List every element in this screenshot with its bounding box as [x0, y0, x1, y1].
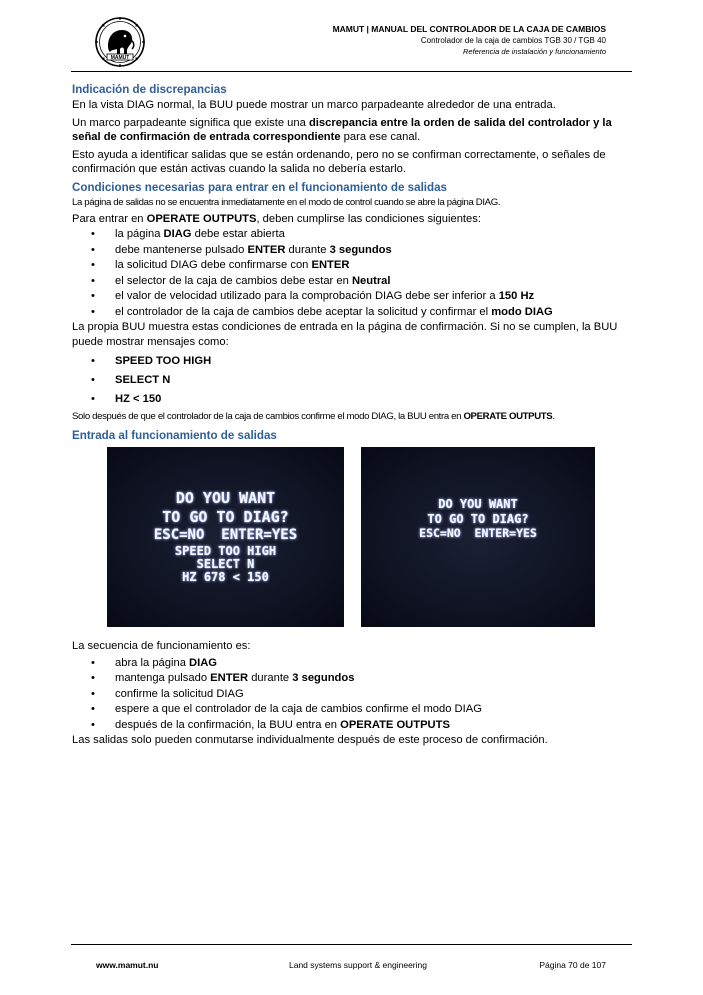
screen-line: TO GO TO DIAG? — [427, 512, 529, 526]
bold-text: OPERATE OUTPUTS — [146, 212, 257, 225]
list-item: • la solicitud DIAG debe confirmarse con ENTER — [115, 258, 632, 274]
paragraph: En la vista DIAG normal, la BUU puede mostrar un marco parpadeante alrededor de una entrada. — [72, 99, 556, 111]
list-item: • mantenga pulsado ENTER durante 3 segundos — [115, 671, 632, 687]
mamut-logo-icon — [94, 16, 146, 68]
text-span: Para entrar en — [72, 212, 147, 225]
header-subtitle: Controlador de la caja de cambios TGB 30 / TGB 40 — [420, 36, 606, 45]
list-item: • el selector de la caja de cambios debe estar en Neutral — [115, 274, 632, 290]
screen-line: ESC=NO ENTER=YES — [153, 527, 298, 543]
list-item: • el controlador de la caja de cambios debe aceptar la solicitud y confirmar el modo DIAG — [115, 305, 632, 321]
header-subtitle-2: Referencia de instalación y funcionamiento — [462, 47, 606, 56]
section-heading-conditions: Condiciones necesarias para entrar en el funcionamiento de salidas — [72, 180, 447, 194]
screenshots — [72, 447, 632, 635]
header-divider — [71, 71, 632, 72]
screen-line: SPEED TOO HIGH — [174, 544, 277, 558]
paragraph: Las salidas solo pueden conmutarse individualmente después de este proceso de confirmación. — [72, 734, 548, 746]
conditions-list — [72, 227, 632, 320]
section-heading-entry: Entrada al funcionamiento de salidas — [72, 429, 277, 442]
footer-divider — [71, 944, 632, 945]
list-item: • debe mantenerse pulsado ENTER durante 3 segundos — [115, 243, 632, 259]
paragraph: Esto ayuda a identificar salidas que se están ordenando, pero no se confirman correctamente, o señales de confirmación que están activas cuando la salida no debería estarlo. — [72, 148, 606, 175]
list-item: • abra la página DIAG — [115, 656, 632, 672]
paragraph: La propia BUU muestra estas condiciones de entrada en la página de confirmación. Si no se cumplen, la BUU puede mostrar mensajes como: — [72, 321, 618, 348]
buu-screen-photo-1 — [107, 447, 344, 627]
screen-line: HZ 678 < 150 — [182, 570, 269, 584]
screen-line: ESC=NO ENTER=YES — [419, 526, 537, 540]
list-item: • SELECT N — [115, 371, 632, 390]
screen-line: TO GO TO DIAG? — [162, 508, 289, 526]
paragraph — [72, 116, 632, 145]
list-item: • confirme la solicitud DIAG — [115, 687, 632, 703]
screen-line: DO YOU WANT — [438, 497, 518, 511]
buu-screen-photo-2 — [361, 447, 595, 627]
section-heading-discrepancies: Indicación de discrepancias — [72, 83, 227, 96]
footer-tagline: Land systems support & engineering — [289, 960, 427, 970]
screen-line: SELECT N — [196, 557, 255, 571]
list-item: • la página DIAG debe estar abierta — [115, 227, 632, 243]
text-span: , deben cumplirse las condiciones siguientes: — [256, 212, 481, 225]
list-item: • espere a que el controlador de la caja de cambios confirme el modo DIAG — [115, 702, 632, 718]
small-note: La página de salidas no se encuentra inmediatamente en el modo de control cuando se abre la página DIAG. — [72, 196, 501, 208]
list-item: • el valor de velocidad utilizado para la comprobación DIAG debe ser inferior a 150 Hz — [115, 289, 632, 305]
paragraph: La secuencia de funcionamiento es: — [72, 640, 251, 652]
bold-text: discrepancia entre la orden de salida del controlador y la señal de confirmación de entrada correspondiente — [72, 116, 612, 143]
messages-list — [72, 352, 632, 409]
logo-text: MAMUT — [110, 55, 130, 61]
footer-page-number: Página 70 de 107 — [539, 960, 606, 970]
list-item: • HZ < 150 — [115, 390, 632, 409]
footer-website-link[interactable]: www.mamut.nu — [96, 960, 159, 970]
sequence-list — [72, 656, 632, 734]
header-title: MAMUT | MANUAL DEL CONTROLADOR DE LA CAJA DE CAMBIOS — [332, 24, 606, 34]
small-note: Solo después de que el controlador de la caja de cambios confirme el modo DIAG, la BUU entra en OPERATE OUTPUTS. — [72, 411, 555, 422]
page-header — [0, 0, 703, 73]
screen-line: DO YOU WANT — [175, 489, 276, 507]
text-span: para ese canal. — [340, 131, 421, 143]
paragraph — [72, 212, 632, 227]
text-span: Un marco parpadeante significa que existe una — [72, 116, 309, 129]
list-item: • SPEED TOO HIGH — [115, 352, 632, 371]
list-item: • después de la confirmación, la BUU entra en OPERATE OUTPUTS — [115, 718, 632, 734]
page-content — [72, 80, 632, 751]
